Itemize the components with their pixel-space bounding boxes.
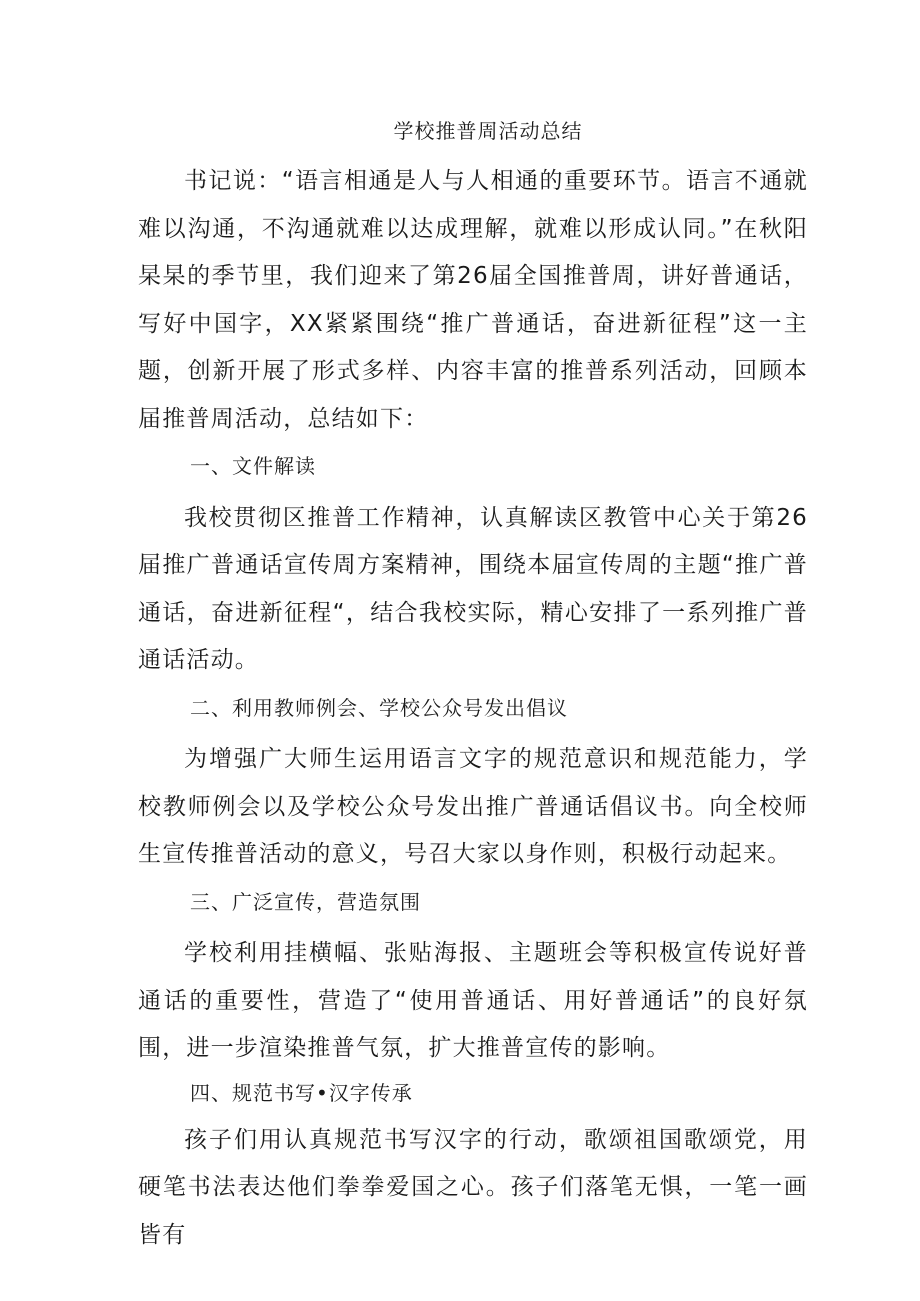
section-body-4: 孩子们用认真规范书写汉字的行动，歌颂祖国歌颂党，用硬笔书法表达他们拳拳爱国之心。孩子们落笔无惧，一笔一画皆有 [138,1126,808,1248]
section-heading-2: 二、利用教师例会、学校公众号发出倡议 [190,695,568,720]
section-heading-4: 四、规范书写•汉字传承 [190,1080,413,1105]
document-title: 学校推普周活动总结 [393,119,583,143]
section-body-1: 我校贯彻区推普工作精神，认真解读区教管中心关于第26届推广普通话宣传周方案精神，围绕本届宣传周的主题“推广普通话，奋进新征程“，结合我校实际，精心安排了一系列推广普通话活动。 [138,504,808,673]
section-body-2: 为增强广大师生运用语言文字的规范意识和规范能力，学校教师例会以及学校公众号发出推广普通话倡议书。向全校师生宣传推普活动的意义，号召大家以身作则，积极行动起来。 [138,746,808,867]
section-heading-1: 一、文件解读 [190,454,316,478]
section-heading-3: 三、广泛宣传，营造氛围 [190,889,421,914]
intro-paragraph: 书记说：“语言相通是人与人相通的重要环节。语言不通就难以沟通，不沟通就难以达成理解，就难以形成认同。”在秋阳杲杲的季节里，我们迎来了第26届全国推普周，讲好普通话，写好中国字，XX紧紧围绕“推广普通话，奋进新征程”这一主题，创新开展了形式多样、内容丰富的推普系列活动，回顾本届推普周活动，总结如下： [138,168,808,432]
section-body-3: 学校利用挂横幅、张贴海报、主题班会等积极宣传说好普通话的重要性，营造了“使用普通话、用好普通话”的良好氛围，进一步渲染推普气氛，扩大推普宣传的影响。 [138,940,808,1061]
